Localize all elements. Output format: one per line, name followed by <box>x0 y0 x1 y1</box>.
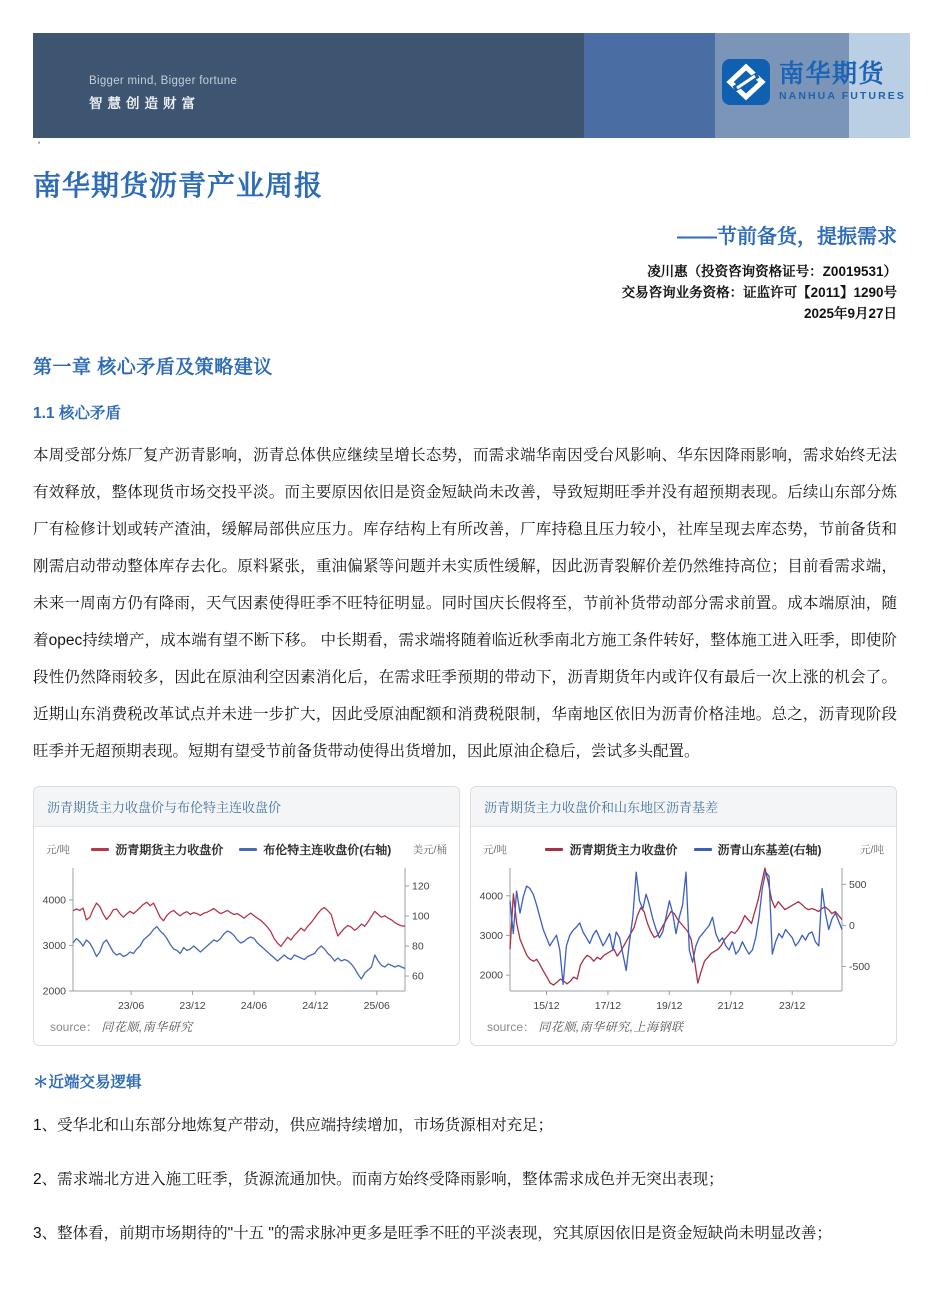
svg-text:60: 60 <box>412 970 424 983</box>
source-row <box>38 1012 455 1045</box>
svg-text:80: 80 <box>412 940 424 953</box>
trading-logic-item-2: 2、需求端北方进入施工旺季，货源流通加快。而南方始终受降雨影响，整体需求成色并无突出表现； <box>33 1171 724 1188</box>
trading-logic-item-3: 3、整体看，前期市场期待的"十五 "的需求脉冲更多是旺季不旺的平淡表现，究其原因依旧是资金短缺尚未明显改善； <box>33 1225 832 1242</box>
logo-name-zh: 南华期货 <box>778 60 885 88</box>
logo-en-word1: NANHUA <box>778 90 837 102</box>
svg-text:23/06: 23/06 <box>117 1000 145 1012</box>
svg-text:23/12: 23/12 <box>179 1000 206 1012</box>
svg-text:24/06: 24/06 <box>240 1000 268 1012</box>
svg-text:3000: 3000 <box>479 929 503 942</box>
logo-name-en <box>779 90 906 102</box>
legend-item <box>91 841 223 858</box>
legend-line-swatch <box>545 848 563 851</box>
legend-item <box>694 841 822 858</box>
legend-label: 沥青期货主力收盘价 <box>115 843 224 857</box>
trading-logic-heading: ＊近端交易逻辑 <box>33 1074 142 1091</box>
report-date: 2025年9月27日 <box>803 306 897 321</box>
line-chart-futures-basis <box>475 860 880 1012</box>
left-axis-unit: 元/吨 <box>483 844 507 856</box>
banner-band-dark <box>33 33 584 138</box>
chart-card-futures-basis <box>470 786 897 1046</box>
legend-item <box>239 841 391 858</box>
svg-text:15/12: 15/12 <box>533 1000 560 1012</box>
svg-text:23/12: 23/12 <box>779 1000 806 1012</box>
source-names: 同花顺,南华研究 <box>101 1020 193 1034</box>
author-block <box>0 261 897 324</box>
svg-text:19/12: 19/12 <box>656 1000 683 1012</box>
legend-line-swatch <box>694 848 712 851</box>
author-line: 凌川惠（投资咨询资格证号：Z0019531） <box>647 264 897 279</box>
stray-mark: ' <box>38 140 41 152</box>
line-chart-futures-brent <box>38 860 443 1012</box>
subsection-title: 1.1 核心矛盾 <box>33 405 121 422</box>
banner-band-medium <box>584 33 715 138</box>
chart-legend <box>91 841 391 858</box>
source-label: source： <box>50 1020 99 1034</box>
left-axis-unit: 元/吨 <box>46 844 70 856</box>
svg-text:2000: 2000 <box>479 969 503 982</box>
charts-row <box>33 786 897 1046</box>
chart-title: 沥青期货主力收盘价与布伦特主连收盘价 <box>34 787 459 827</box>
report-subtitle: ——节前备货，提振需求 <box>677 226 897 248</box>
chart-legend <box>545 841 821 858</box>
nanhua-diamond-icon <box>722 59 770 105</box>
svg-text:4000: 4000 <box>42 894 66 907</box>
legend-row <box>475 837 892 860</box>
trading-logic-item-1: 1、受华北和山东部分地炼复产带动，供应端持续增加，市场货源相对充足； <box>33 1117 554 1134</box>
svg-text:-500: -500 <box>849 960 871 973</box>
legend-label: 布伦特主连收盘价(右轴) <box>263 843 392 857</box>
core-contradiction-paragraph: 本周受部分炼厂复产沥青影响，沥青总体供应继续呈增长态势，而需求端华南因受台风影响、华东因降雨影响，需求始终无法有效释放，整体现货市场交投平淡。而主要原因依旧是资金短缺尚未改善，导致短期旺季并没有超预期表现。后续山东部分炼厂有检修计划或转产渣油，缓解局部供应压力。库存结构上有所改善，厂库持稳且压力较小，社库呈现去库态势，节前备货和刚需启动带动整体库存去化。原料紧张，重油偏紧等问题并未实质性缓解，因此沥青裂解价差仍然维持高位；目前看需求端，未来一周南方仍有降雨，天气因素使得旺季不旺特征明显。同时国庆长假将至，节前补货带动部分需求前置。成本端原油，随着opec持续增产，成本端有望不断下移。 中长期看，需求端将随着临近秋季南北方施工条件转好，整体施工进入旺季，即使阶段性仍然降雨较多，因此在原油利空因素消化后，在需求旺季预期的带动下，沥青期货年内或许仅有最后一次上涨的机会了。近期山东消费税改革试点并未进一步扩大，因此受原油配额和消费税限制，华南地区依旧为沥青价格洼地。总之，沥青现阶段旺季并无超预期表现。短期有望受节前备货带动使得出货增加，因此原油企稳后，尝试多头配置。 <box>33 447 897 760</box>
nanhua-logo <box>722 59 906 105</box>
chapter-title: 第一章 核心矛盾及策略建议 <box>33 357 273 378</box>
source-names: 同花顺,南华研究,上海钢联 <box>538 1020 684 1034</box>
svg-text:4000: 4000 <box>479 890 503 903</box>
svg-text:24/12: 24/12 <box>302 1000 329 1012</box>
svg-text:2000: 2000 <box>42 985 66 998</box>
chart-body <box>471 827 896 1045</box>
chart-title: 沥青期货主力收盘价和山东地区沥青基差 <box>471 787 896 827</box>
slogan-zh: 智慧创造财富 <box>89 96 200 111</box>
header-banner <box>33 33 910 138</box>
right-axis-unit: 元/吨 <box>860 844 884 856</box>
legend-item <box>545 841 677 858</box>
chart-body <box>34 827 459 1045</box>
legend-line-swatch <box>239 848 257 851</box>
legend-row <box>38 837 455 860</box>
slogan-en: Bigger mind, Bigger fortune <box>89 75 238 87</box>
slogan-block <box>89 75 237 112</box>
svg-text:500: 500 <box>849 878 867 891</box>
svg-text:21/12: 21/12 <box>717 1000 744 1012</box>
svg-text:17/12: 17/12 <box>594 1000 622 1012</box>
legend-label: 沥青期货主力收盘价 <box>569 843 678 857</box>
legend-line-swatch <box>91 848 109 851</box>
svg-text:0: 0 <box>849 919 855 932</box>
page-title: 南华期货沥青产业周报 <box>33 170 324 201</box>
logo-text <box>779 62 906 102</box>
svg-text:25/06: 25/06 <box>363 1000 390 1012</box>
svg-text:120: 120 <box>412 880 430 893</box>
svg-text:100: 100 <box>412 910 430 923</box>
source-label: source： <box>487 1020 536 1034</box>
qualification-line: 交易咨询业务资格：证监许可【2011】1290号 <box>621 285 897 300</box>
legend-label: 沥青山东基差(右轴) <box>717 843 822 857</box>
logo-en-word2: FUTURES <box>841 90 906 102</box>
chart-card-futures-brent <box>33 786 460 1046</box>
source-row <box>475 1012 892 1045</box>
svg-text:3000: 3000 <box>42 939 66 952</box>
right-axis-unit: 美元/桶 <box>412 844 447 856</box>
